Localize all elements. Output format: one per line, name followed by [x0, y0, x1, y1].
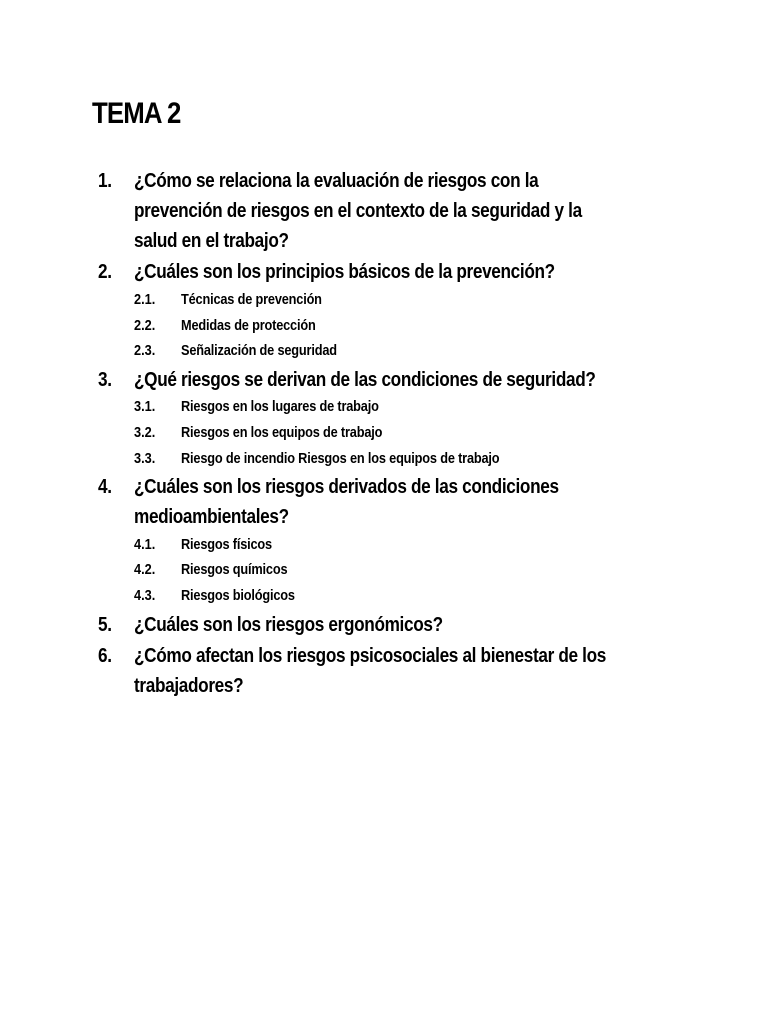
question-line: ¿Cuáles son los riesgos ergonómicos? — [134, 614, 443, 636]
subitem-number: 2.3. — [134, 343, 156, 359]
question-number: 6. — [98, 645, 112, 667]
question-number: 2. — [98, 261, 112, 283]
question-line: salud en el trabajo? — [134, 230, 289, 252]
question-line: trabajadores? — [134, 675, 244, 697]
question-line: ¿Cuáles son los principios básicos de la prevención? — [134, 261, 555, 283]
subitem-number: 3.3. — [134, 451, 156, 467]
subitem-number: 4.3. — [134, 588, 156, 604]
question-number: 1. — [98, 170, 112, 192]
page-title: TEMA 2 — [92, 97, 181, 130]
subitem-text: Riesgo de incendio Riesgos en los equipos de trabajo — [181, 451, 500, 467]
subitem-text: Técnicas de prevención — [181, 292, 322, 308]
subitem-text: Señalización de seguridad — [181, 343, 337, 359]
question-number: 5. — [98, 614, 112, 636]
question-text — [134, 472, 654, 532]
question-line: ¿Cómo afectan los riesgos psicosociales al bienestar de los — [134, 645, 606, 667]
question-text — [134, 257, 654, 287]
subitem-number: 2.2. — [134, 318, 156, 334]
question-text — [134, 365, 654, 395]
subitem-number: 4.1. — [134, 537, 156, 553]
question-line: ¿Cuáles son los riesgos derivados de las condiciones — [134, 476, 559, 498]
question-line: ¿Qué riesgos se derivan de las condiciones de seguridad? — [134, 369, 596, 391]
subitem-text: Riesgos químicos — [181, 562, 288, 578]
subitem-number: 3.1. — [134, 399, 156, 415]
subitem-text: Riesgos en los equipos de trabajo — [181, 425, 383, 441]
question-text — [134, 641, 654, 701]
question-line: prevención de riesgos en el contexto de la seguridad y la — [134, 200, 582, 222]
subitem-text: Riesgos biológicos — [181, 588, 295, 604]
question-number: 4. — [98, 476, 112, 498]
subitem-text: Riesgos en los lugares de trabajo — [181, 399, 379, 415]
question-text — [134, 166, 654, 256]
question-text — [134, 610, 654, 640]
subitem-number: 2.1. — [134, 292, 156, 308]
subitem-number: 4.2. — [134, 562, 156, 578]
subitem-text: Riesgos físicos — [181, 537, 272, 553]
subitem-text: Medidas de protección — [181, 318, 316, 334]
question-line: medioambientales? — [134, 506, 289, 528]
question-line: ¿Cómo se relaciona la evaluación de riesgos con la — [134, 170, 539, 192]
question-number: 3. — [98, 369, 112, 391]
subitem-number: 3.2. — [134, 425, 156, 441]
